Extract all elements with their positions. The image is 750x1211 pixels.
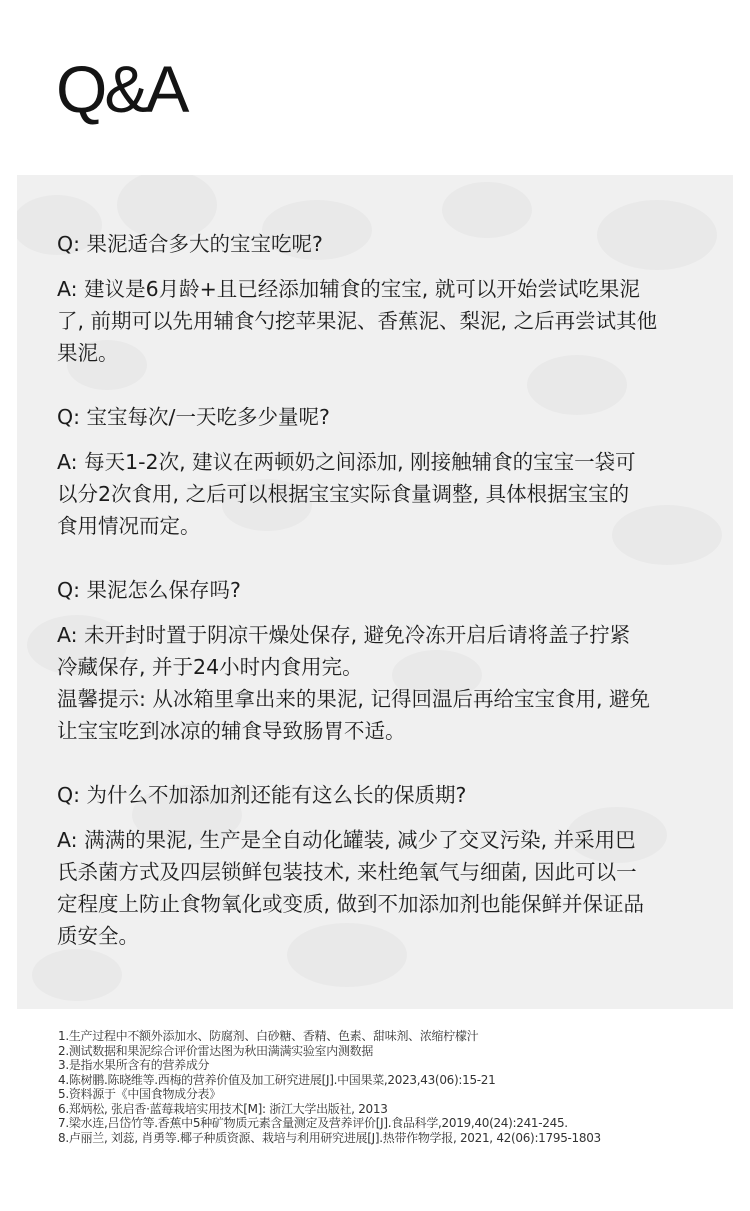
footnotes	[58, 1029, 738, 1145]
tip-line: 让宝宝吃到冰凉的辅食导致肠胃不适。	[57, 719, 406, 743]
qa-item	[57, 574, 707, 747]
answer-text	[57, 446, 707, 542]
question-text: Q: 为什么不加添加剂还能有这么长的保质期?	[57, 783, 467, 807]
footnote: 7.梁水连,吕岱竹等.香蕉中5种矿物质元素含量测定及营养评价[J].食品科学,2019,40(24):241-245.	[58, 1116, 568, 1130]
answer-line: A: 满满的果泥, 生产是全自动化罐装, 减少了交叉污染, 并采用巴	[57, 828, 636, 852]
footnote: 6.郑炳松, 张启香·蓝莓栽培实用技术[M]: 浙江大学出版社, 2013	[58, 1101, 388, 1116]
answer-line: A: 建议是6月龄+且已经添加辅食的宝宝, 就可以开始尝试吃果泥	[57, 277, 640, 301]
footnote: 8.卢丽兰, 刘蕊, 肖勇等.椰子种质资源、栽培与利用研究进展[J].热带作物学报, 2021, 42(06):1795-1803	[58, 1130, 601, 1145]
qa-item	[57, 401, 707, 542]
answer-line: 质安全。	[57, 924, 139, 948]
answer-line: A: 未开封时置于阴凉干燥处保存, 避免冷冻开启后请将盖子拧紧	[57, 623, 631, 647]
answer-line: 食用情况而定。	[57, 514, 201, 538]
answer-text	[57, 619, 707, 747]
answer-line: 定程度上防止食物氧化或变质, 做到不加添加剂也能保鲜并保证品	[57, 892, 645, 916]
answer-line: 冷藏保存, 并于24小时内食用完。	[57, 655, 363, 679]
answer-line: A: 每天1-2次, 建议在两顿奶之间添加, 刚接触辅食的宝宝一袋可	[57, 450, 636, 474]
footnote: 1.生产过程中不额外添加水、防腐剂、白砂糖、香精、色素、甜味剂、浓缩柠檬汁	[58, 1029, 479, 1043]
footnote: 5.资料源于《中国食物成分表》	[58, 1087, 221, 1101]
answer-line: 以分2次食用, 之后可以根据宝宝实际食量调整, 具体根据宝宝的	[57, 482, 630, 506]
answer-line: 果泥。	[57, 341, 119, 365]
qa-item	[57, 779, 707, 952]
footnote: 4.陈树鹏.陈晓维等.西梅的营养价值及加工研究进展[J].中国果菜,2023,43(06):15-21	[58, 1072, 496, 1087]
question-text: Q: 宝宝每次/一天吃多少量呢?	[57, 405, 330, 429]
tip-line: 温馨提示: 从冰箱里拿出来的果泥, 记得回温后再给宝宝食用, 避免	[57, 687, 650, 711]
qa-item	[57, 228, 707, 369]
answer-text	[57, 273, 707, 369]
footnote: 3.是指水果所含有的营养成分	[58, 1058, 210, 1072]
qa-panel	[17, 175, 733, 1009]
qa-list	[57, 228, 707, 984]
page-title: Q&A	[56, 52, 187, 126]
footnote: 2.测试数据和果泥综合评价雷达图为秋田满满实验室内测数据	[58, 1043, 374, 1058]
answer-line: 氏杀菌方式及四层锁鲜包装技术, 来杜绝氧气与细菌, 因此可以一	[57, 860, 637, 884]
answer-line: 了, 前期可以先用辅食勺挖苹果泥、香蕉泥、梨泥, 之后再尝试其他	[57, 309, 658, 333]
question-text: Q: 果泥怎么保存吗?	[57, 578, 241, 602]
answer-text	[57, 824, 707, 952]
question-text: Q: 果泥适合多大的宝宝吃呢?	[57, 232, 323, 256]
